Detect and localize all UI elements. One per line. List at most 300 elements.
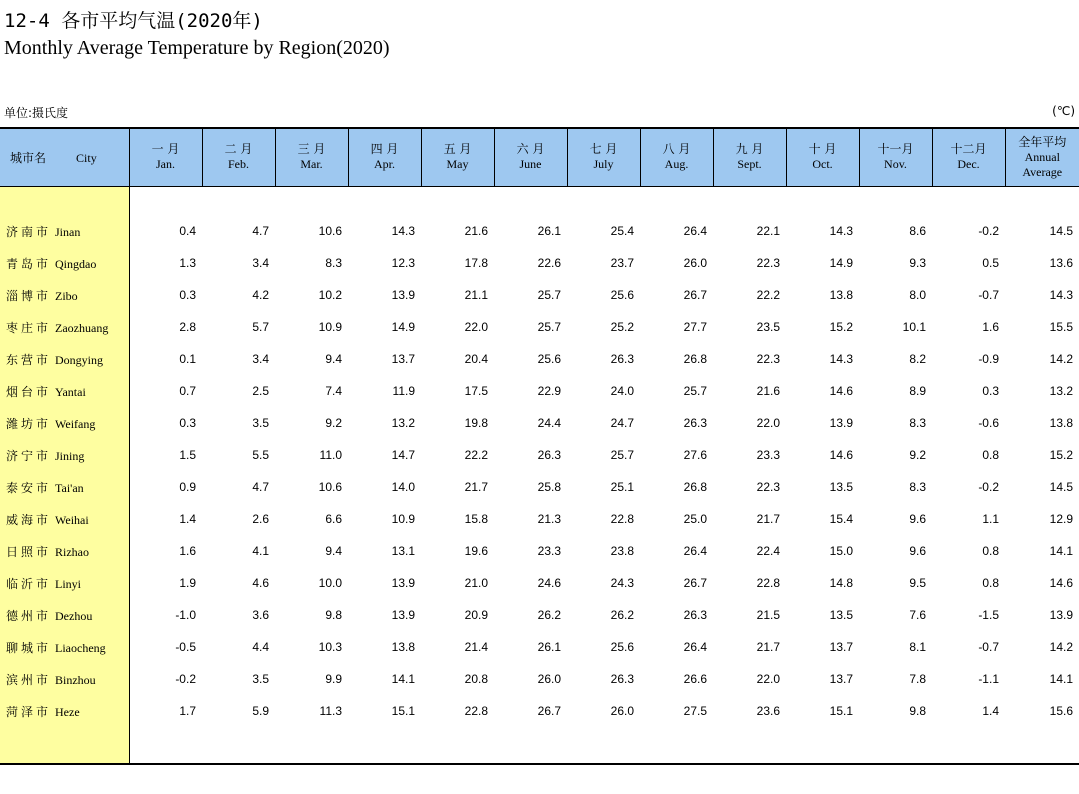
temperature-value: 9.8: [909, 704, 926, 718]
temperature-value: 21.5: [756, 608, 780, 622]
temperature-value: 10.6: [318, 480, 342, 494]
temperature-value: 25.7: [683, 384, 707, 398]
spacer-cell: [932, 727, 1005, 764]
temperature-value: 26.3: [610, 352, 634, 366]
temperature-value: 13.1: [391, 544, 415, 558]
temperature-value: 25.7: [610, 448, 634, 462]
temperature-value: 10.0: [318, 576, 342, 590]
city-name-en: Qingdao: [55, 256, 97, 271]
header-col-en: June: [519, 157, 542, 172]
spacer-cell: [859, 727, 932, 764]
city-name-cn: 德州市: [6, 608, 52, 623]
city-name-cn: 滨州市: [6, 672, 52, 687]
spacer-cell: [567, 186, 640, 215]
temperature-value: 8.9: [909, 384, 926, 398]
spacer-cell: [202, 186, 275, 215]
city-name-cn: 枣庄市: [6, 320, 52, 335]
temperature-value: 26.4: [683, 544, 707, 558]
spacer-cell: [786, 727, 859, 764]
temperature-value: 9.9: [325, 672, 342, 686]
temperature-value: 13.9: [391, 576, 415, 590]
temperature-value: -1.1: [978, 672, 999, 686]
temperature-value: 26.7: [683, 576, 707, 590]
temperature-value: 8.3: [909, 480, 926, 494]
city-cell: [0, 407, 129, 439]
temperature-value: 7.8: [909, 672, 926, 686]
temperature-value: 17.5: [464, 384, 488, 398]
temperature-value: 10.9: [391, 512, 415, 526]
table-body: [0, 186, 1079, 764]
temperature-value: 22.8: [610, 512, 634, 526]
city-name-cn: 淄博市: [6, 288, 52, 303]
city-cell: [0, 535, 129, 567]
city-name-en: Dezhou: [55, 608, 93, 623]
temperature-value: 14.6: [1049, 576, 1073, 590]
temperature-value: 2.6: [252, 512, 269, 526]
header-city: [0, 128, 129, 186]
city-name-cn: 日照市: [6, 544, 52, 559]
temperature-value: 15.6: [1049, 704, 1073, 718]
city-name-en: Heze: [55, 704, 80, 719]
temperature-value: 5.9: [252, 704, 269, 718]
spacer-cell: [129, 727, 202, 764]
temperature-value: 15.2: [829, 320, 853, 334]
temperature-value: 21.7: [756, 640, 780, 654]
temperature-value: 0.3: [179, 416, 196, 430]
temperature-value: 15.2: [1049, 448, 1073, 462]
temperature-value: 27.6: [683, 448, 707, 462]
temperature-value: 23.6: [756, 704, 780, 718]
temperature-value: 26.3: [683, 608, 707, 622]
spacer-cell: [1005, 186, 1079, 215]
temperature-value: 15.8: [464, 512, 488, 526]
temperature-value: 21.0: [464, 576, 488, 590]
temperature-value: 15.1: [829, 704, 853, 718]
header-col-en: Nov.: [884, 157, 907, 172]
city-name-cn: 泰安市: [6, 480, 52, 495]
temperature-value: 14.2: [1049, 640, 1073, 654]
temperature-value: 22.8: [464, 704, 488, 718]
temperature-value: 24.6: [537, 576, 561, 590]
temperature-value: 20.9: [464, 608, 488, 622]
header-col-cn: 十 月: [808, 142, 837, 157]
temperature-value: 21.3: [537, 512, 561, 526]
temperature-value: 14.5: [1049, 480, 1073, 494]
temperature-value: 9.5: [909, 576, 926, 590]
temperature-value: 1.5: [179, 448, 196, 462]
temperature-value: 14.3: [829, 224, 853, 238]
temperature-value: 26.2: [610, 608, 634, 622]
city-name-en: Yantai: [55, 384, 86, 399]
city-name-cn: 菏泽市: [6, 704, 52, 719]
city-name-en: Zibo: [55, 288, 78, 303]
temperature-value: 22.3: [756, 480, 780, 494]
temperature-value: 23.3: [537, 544, 561, 558]
city-name-en: Binzhou: [55, 672, 96, 687]
temperature-value: 3.5: [252, 672, 269, 686]
temperature-value: 22.3: [756, 352, 780, 366]
header-col-en: Aug.: [664, 157, 689, 172]
temperature-value: 14.3: [391, 224, 415, 238]
temperature-value: 14.9: [829, 256, 853, 270]
header-col-en: May: [446, 157, 469, 172]
temperature-value: 13.9: [391, 288, 415, 302]
temperature-value: 0.5: [982, 256, 999, 270]
temperature-value: 25.1: [610, 480, 634, 494]
temperature-value: 27.5: [683, 704, 707, 718]
spacer-city-cell: [0, 727, 129, 764]
table-row: [0, 215, 1079, 247]
header-col-4: [421, 128, 494, 186]
temperature-value: 4.1: [252, 544, 269, 558]
spacer-cell: [932, 186, 1005, 215]
temperature-value: 9.6: [909, 544, 926, 558]
header-col-2: [275, 128, 348, 186]
temperature-value: 9.8: [325, 608, 342, 622]
table-row: [0, 567, 1079, 599]
city-cell: [0, 439, 129, 471]
table-row: [0, 247, 1079, 279]
header-col-10: [859, 128, 932, 186]
spacer-cell: [421, 186, 494, 215]
spacer-cell: [713, 186, 786, 215]
header-col-en: Feb.: [228, 157, 249, 172]
spacer-city-cell: [0, 186, 129, 215]
table-row: [0, 439, 1079, 471]
temperature-value: 0.7: [179, 384, 196, 398]
temperature-value: 8.3: [909, 416, 926, 430]
temperature-value: 22.9: [537, 384, 561, 398]
temperature-value: 21.6: [756, 384, 780, 398]
temperature-value: 22.0: [464, 320, 488, 334]
temperature-value: 2.8: [179, 320, 196, 334]
temperature-value: 14.2: [1049, 352, 1073, 366]
city-cell: [0, 631, 129, 663]
temperature-value: 1.7: [179, 704, 196, 718]
header-col-9: [786, 128, 859, 186]
header-col-en: Oct.: [812, 157, 833, 172]
temperature-value: 8.2: [909, 352, 926, 366]
temperature-value: 26.0: [537, 672, 561, 686]
temperature-value: 14.3: [829, 352, 853, 366]
temperature-value: 2.5: [252, 384, 269, 398]
temperature-value: 21.4: [464, 640, 488, 654]
temperature-value: 11.9: [392, 384, 415, 398]
temperature-value: 13.8: [829, 288, 853, 302]
table-row: [0, 695, 1079, 727]
temperature-value: 25.6: [610, 288, 634, 302]
city-name-en: Dongying: [55, 352, 104, 367]
spacer-cell: [421, 727, 494, 764]
temperature-value: 13.7: [391, 352, 415, 366]
header-col-cn: 五 月: [443, 142, 472, 157]
header-col-cn: 三 月: [297, 142, 326, 157]
city-cell: [0, 247, 129, 279]
header-col-3: [348, 128, 421, 186]
temperature-value: 25.7: [537, 288, 561, 302]
header-col-cn: 一 月: [151, 142, 180, 157]
temperature-value: 26.3: [610, 672, 634, 686]
temperature-value: 3.4: [252, 352, 269, 366]
header-col-8: [713, 128, 786, 186]
temperature-value: 25.7: [537, 320, 561, 334]
temperature-value: 13.2: [1049, 384, 1073, 398]
temperature-value: 3.5: [252, 416, 269, 430]
temperature-value: -1.5: [978, 608, 999, 622]
temperature-value: 26.1: [537, 640, 561, 654]
spacer-cell: [567, 727, 640, 764]
temperature-value: 25.6: [610, 640, 634, 654]
temperature-value: -0.7: [978, 640, 999, 654]
temperature-value: 9.3: [909, 256, 926, 270]
city-cell: [0, 375, 129, 407]
temperature-value: 13.7: [829, 640, 853, 654]
spacer-cell: [494, 186, 567, 215]
temperature-value: 23.5: [756, 320, 780, 334]
temperature-value: 22.6: [537, 256, 561, 270]
temperature-value: 15.1: [391, 704, 415, 718]
temperature-value: 26.0: [610, 704, 634, 718]
temperature-value: 21.1: [464, 288, 488, 302]
temperature-value: 14.5: [1049, 224, 1073, 238]
temperature-value: 24.3: [610, 576, 634, 590]
spacer-cell: [275, 186, 348, 215]
header-col-en: Annual: [1024, 149, 1060, 164]
page-title-en: Monthly Average Temperature by Region(2020): [4, 37, 390, 59]
city-cell: [0, 343, 129, 375]
temperature-value: 23.7: [610, 256, 634, 270]
temperature-value: 14.9: [391, 320, 415, 334]
temperature-value: 1.4: [982, 704, 999, 718]
header-col-cn: 四 月: [370, 142, 399, 157]
temperature-value: 27.7: [683, 320, 707, 334]
temperature-value: 10.1: [902, 320, 926, 334]
temperature-value: 15.5: [1049, 320, 1073, 334]
temperature-value: 12.9: [1049, 512, 1073, 526]
header-city-en: City: [76, 150, 97, 165]
city-cell: [0, 215, 129, 247]
header-col-cn: 十二月: [950, 142, 987, 157]
city-name-cn: 潍坊市: [6, 416, 52, 431]
temperature-value: 10.2: [318, 288, 342, 302]
temperature-value: 4.7: [252, 480, 269, 494]
temperature-value: 4.7: [252, 224, 269, 238]
temperature-value: 9.2: [909, 448, 926, 462]
unit-symbol: (℃): [1052, 104, 1075, 118]
header-col-6: [567, 128, 640, 186]
temperature-value: -0.6: [978, 416, 999, 430]
temperature-value: 10.9: [318, 320, 342, 334]
temperature-value: 25.4: [610, 224, 634, 238]
header-col-7: [640, 128, 713, 186]
temperature-value: 17.8: [464, 256, 488, 270]
temperature-value: 13.9: [391, 608, 415, 622]
city-cell: [0, 311, 129, 343]
temperature-value: -0.2: [175, 672, 196, 686]
temperature-value: 9.6: [909, 512, 926, 526]
city-name-en: Jining: [55, 448, 85, 463]
temperature-value: 13.7: [829, 672, 853, 686]
table-row: [0, 631, 1079, 663]
temperature-value: 20.8: [464, 672, 488, 686]
temperature-value: 1.6: [179, 544, 196, 558]
temperature-value: 9.4: [325, 352, 342, 366]
table-row: [0, 311, 1079, 343]
temperature-value: 14.0: [391, 480, 415, 494]
temperature-value: 24.7: [610, 416, 634, 430]
city-name-cn: 济宁市: [6, 448, 52, 463]
temperature-value: 10.3: [318, 640, 342, 654]
temperature-value: 23.3: [756, 448, 780, 462]
header-col-en: Sept.: [737, 157, 762, 172]
city-name-en: Tai'an: [55, 480, 84, 495]
temperature-value: 25.8: [537, 480, 561, 494]
temperature-value: 13.9: [1049, 608, 1073, 622]
header-city-cn: 城市名: [10, 150, 47, 165]
city-cell: [0, 503, 129, 535]
header-col-cn: 七 月: [589, 142, 618, 157]
header-col-cn: 九 月: [735, 142, 764, 157]
temperature-value: 25.2: [610, 320, 634, 334]
city-name-en: Jinan: [55, 224, 81, 239]
temperature-value: 3.6: [252, 608, 269, 622]
temperature-value: 1.1: [982, 512, 999, 526]
header-col-0: [129, 128, 202, 186]
temperature-value: 0.8: [982, 544, 999, 558]
temperature-value: 14.3: [1049, 288, 1073, 302]
temperature-value: 0.9: [179, 480, 196, 494]
temperature-value: -0.5: [175, 640, 196, 654]
temperature-value: 0.4: [179, 224, 196, 238]
header-col-cn: 六 月: [516, 142, 545, 157]
city-cell: [0, 279, 129, 311]
temperature-value: 4.6: [252, 576, 269, 590]
temperature-value: 14.8: [829, 576, 853, 590]
temperature-value: 26.0: [683, 256, 707, 270]
temperature-value: -0.9: [978, 352, 999, 366]
temperature-value: 4.2: [252, 288, 269, 302]
temperature-value: 22.4: [756, 544, 780, 558]
city-name-en: Weihai: [55, 512, 89, 527]
temperature-value: 10.6: [318, 224, 342, 238]
temperature-value: 22.8: [756, 576, 780, 590]
temperature-value: 13.8: [1049, 416, 1073, 430]
temperature-value: 25.0: [683, 512, 707, 526]
spacer-cell: [348, 727, 421, 764]
temperature-table: [0, 127, 1079, 765]
table-row: [0, 535, 1079, 567]
header-col-en: Dec.: [957, 157, 980, 172]
temperature-value: 26.4: [683, 224, 707, 238]
temperature-value: 0.3: [179, 288, 196, 302]
temperature-value: 0.8: [982, 448, 999, 462]
header-col-11: [932, 128, 1005, 186]
temperature-value: 14.6: [829, 384, 853, 398]
table-row: [0, 343, 1079, 375]
temperature-value: 3.4: [252, 256, 269, 270]
temperature-value: 26.2: [537, 608, 561, 622]
city-name-en: Liaocheng: [55, 640, 106, 655]
city-name-en: Rizhao: [55, 544, 90, 559]
table-row: [0, 471, 1079, 503]
temperature-value: 9.2: [325, 416, 342, 430]
temperature-value: 26.3: [683, 416, 707, 430]
temperature-value: 5.7: [252, 320, 269, 334]
temperature-value: 22.0: [756, 416, 780, 430]
temperature-value: 13.8: [391, 640, 415, 654]
city-name-cn: 烟台市: [6, 384, 52, 399]
temperature-value: 14.1: [391, 672, 415, 686]
temperature-value: 11.0: [319, 448, 342, 462]
temperature-value: 14.7: [391, 448, 415, 462]
temperature-value: 4.4: [252, 640, 269, 654]
temperature-value: 8.1: [909, 640, 926, 654]
temperature-value: 8.0: [909, 288, 926, 302]
city-name-cn: 青岛市: [6, 256, 52, 271]
table-row: [0, 375, 1079, 407]
city-name-cn: 临沂市: [6, 576, 52, 591]
temperature-value: 21.7: [756, 512, 780, 526]
temperature-value: 1.4: [179, 512, 196, 526]
city-name-cn: 威海市: [6, 512, 52, 527]
temperature-value: 0.8: [982, 576, 999, 590]
temperature-value: 23.8: [610, 544, 634, 558]
temperature-value: 21.6: [464, 224, 488, 238]
spacer-cell: [786, 186, 859, 215]
temperature-value: 26.4: [683, 640, 707, 654]
spacer-cell: [494, 727, 567, 764]
header-col-en: Mar.: [300, 157, 323, 172]
spacer-row: [0, 727, 1079, 764]
header-col-en: July: [593, 157, 614, 172]
temperature-value: 5.5: [252, 448, 269, 462]
spacer-cell: [859, 186, 932, 215]
city-cell: [0, 663, 129, 695]
header-col-en: Apr.: [374, 157, 395, 172]
temperature-value: 7.6: [909, 608, 926, 622]
temperature-value: 13.9: [829, 416, 853, 430]
spacer-cell: [713, 727, 786, 764]
header-col-1: [202, 128, 275, 186]
city-name-cn: 济南市: [6, 224, 52, 239]
city-cell: [0, 471, 129, 503]
temperature-value: 7.4: [325, 384, 342, 398]
header-col-5: [494, 128, 567, 186]
temperature-value: 20.4: [464, 352, 488, 366]
page-title-cn: 12-4 各市平均气温(2020年): [4, 10, 263, 32]
spacer-cell: [1005, 727, 1079, 764]
temperature-value: 21.7: [464, 480, 488, 494]
temperature-value: 26.6: [683, 672, 707, 686]
temperature-value: 26.7: [537, 704, 561, 718]
table-row: [0, 599, 1079, 631]
table-row: [0, 407, 1079, 439]
temperature-value: 19.6: [464, 544, 488, 558]
spacer-cell: [129, 186, 202, 215]
temperature-value: 9.4: [325, 544, 342, 558]
temperature-value: 13.2: [391, 416, 415, 430]
city-cell: [0, 567, 129, 599]
unit-label: 单位:摄氏度: [4, 106, 69, 120]
temperature-value: 22.1: [756, 224, 780, 238]
temperature-value: -0.2: [978, 224, 999, 238]
spacer-cell: [640, 186, 713, 215]
header-row: [0, 128, 1079, 186]
temperature-value: 13.5: [829, 480, 853, 494]
temperature-value: 1.9: [179, 576, 196, 590]
spacer-row: [0, 186, 1079, 215]
city-name-cn: 东营市: [6, 352, 52, 367]
